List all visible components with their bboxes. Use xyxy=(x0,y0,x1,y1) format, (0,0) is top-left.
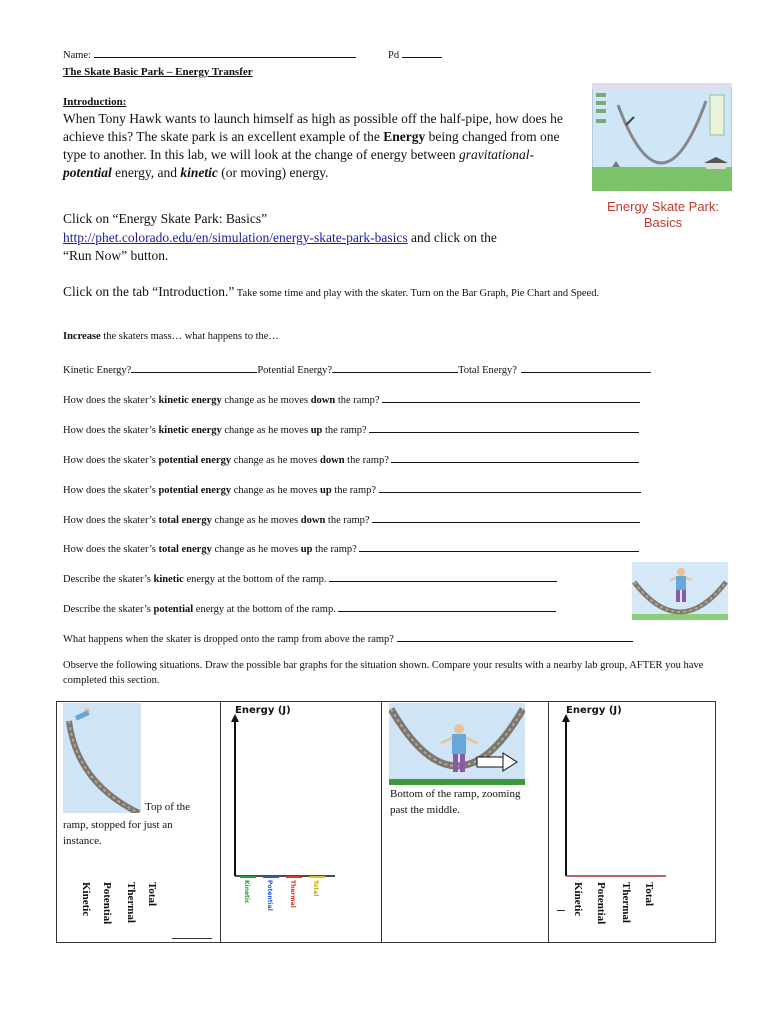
axis-label-potential: Potential xyxy=(101,882,113,925)
describe-kinetic: Describe the skater’s kinetic energy at the bottom of the ramp. xyxy=(63,570,557,585)
simulation-logo: Energy Skate Park: Basics xyxy=(607,199,719,230)
axis-label-kinetic: Kinetic xyxy=(572,882,584,917)
skater-ramp-image xyxy=(632,562,728,620)
question-1: How does the skater’s kinetic energy change as he moves down the ramp? xyxy=(63,391,640,406)
graph-1-axes xyxy=(230,714,340,887)
answer-field[interactable] xyxy=(369,421,639,433)
situation-2-caption: Bottom of the ramp, zooming past the middle. xyxy=(390,788,521,816)
answer-field[interactable] xyxy=(329,570,557,582)
dropped-question: What happens when the skater is dropped onto the ramp from above the ramp? xyxy=(63,630,633,645)
describe-potential: Describe the skater’s potential energy at the bottom of the ramp. xyxy=(63,600,556,615)
bar-label-kinetic: Kinetic xyxy=(243,880,250,904)
axis-label-potential: Potential xyxy=(595,882,607,925)
axis-label-total: Total xyxy=(146,882,158,907)
table-divider xyxy=(381,701,382,942)
table-divider xyxy=(220,701,221,942)
tab-instruction: Click on the tab “Introduction.” Take some time and play with the skater. Turn on the Bar Graph, Pie Chart and Speed. xyxy=(63,284,600,299)
run-now-line: “Run Now” button. xyxy=(63,248,169,263)
graph-1-title: Energy (J) xyxy=(235,705,291,716)
page-title: The Skate Basic Park – Energy Transfer xyxy=(63,66,253,78)
answer-field[interactable] xyxy=(359,540,639,552)
question-2: How does the skater’s kinetic energy change as he moves up the ramp? xyxy=(63,421,639,436)
te-answer-field[interactable] xyxy=(521,361,651,373)
answer-field[interactable] xyxy=(338,600,556,612)
url-line: http://phet.colorado.edu/en/simulation/energy-skate-park-basics and click on the xyxy=(63,230,497,245)
blank-line xyxy=(172,938,212,939)
graph-2-title: Energy (J) xyxy=(566,705,622,716)
axis-label-total: Total xyxy=(643,882,655,907)
axis-label-kinetic: Kinetic xyxy=(80,882,92,917)
axis-label-thermal: Thermal xyxy=(125,882,137,923)
situation-1-caption-rest: ramp, stopped for just an instance. xyxy=(63,819,173,847)
bottom-of-ramp-image xyxy=(389,703,525,785)
axis-label-thermal: Thermal xyxy=(620,882,632,923)
situation-1-caption-a: Top of the xyxy=(145,801,191,813)
ke-answer-field[interactable] xyxy=(131,361,257,373)
answer-field[interactable] xyxy=(397,630,633,642)
table-divider xyxy=(548,701,549,942)
name-label: Name: xyxy=(63,50,91,61)
observe-instructions: Observe the following situations. Draw the possible bar graphs for the situation shown. Compare your results with a nearby lab group, AFTER you have completed this section. xyxy=(63,660,704,686)
simulation-link[interactable]: http://phet.colorado.edu/en/simulation/energy-skate-park-basics xyxy=(63,230,408,245)
name-field[interactable] xyxy=(94,46,356,58)
intro-paragraph: When Tony Hawk wants to launch himself as high as possible off the half-pipe, how does he achieve this? The skate park is an excellent example of the Energy being changed from one type to another. In this lab, we will look at the change of energy between gravitational-potential energy, and kinetic (or moving) energy. xyxy=(63,111,563,180)
name-line xyxy=(63,46,356,61)
answer-field[interactable] xyxy=(382,391,640,403)
graph-2-axes xyxy=(561,714,671,887)
answer-field[interactable] xyxy=(391,451,639,463)
blank-line xyxy=(557,910,565,911)
answer-field[interactable] xyxy=(379,481,641,493)
question-6: How does the skater’s total energy change as he moves up the ramp? xyxy=(63,540,639,555)
click-instruction: Click on “Energy Skate Park: Basics” xyxy=(63,211,268,226)
question-5: How does the skater’s total energy change as he moves down the ramp? xyxy=(63,511,640,526)
top-of-ramp-image xyxy=(63,703,141,813)
intro-heading: Introduction: xyxy=(63,96,127,108)
mass-question: Increase the skaters mass… what happens to the… xyxy=(63,331,279,342)
bar-label-thermal: Thermal xyxy=(289,880,296,908)
simulation-screenshot xyxy=(592,83,732,191)
bar-label-total: Total xyxy=(312,880,319,897)
pd-field[interactable] xyxy=(402,46,442,58)
energy-answers: Kinetic Energy? Potential Energy? Total Energy? xyxy=(63,361,651,376)
pe-answer-field[interactable] xyxy=(332,361,458,373)
period-line xyxy=(388,46,442,61)
question-3: How does the skater’s potential energy change as he moves down the ramp? xyxy=(63,451,639,466)
bar-label-potential: Potential xyxy=(266,880,273,911)
pd-label: Pd xyxy=(388,50,400,61)
answer-field[interactable] xyxy=(372,511,640,523)
question-4: How does the skater’s potential energy change as he moves up the ramp? xyxy=(63,481,641,496)
